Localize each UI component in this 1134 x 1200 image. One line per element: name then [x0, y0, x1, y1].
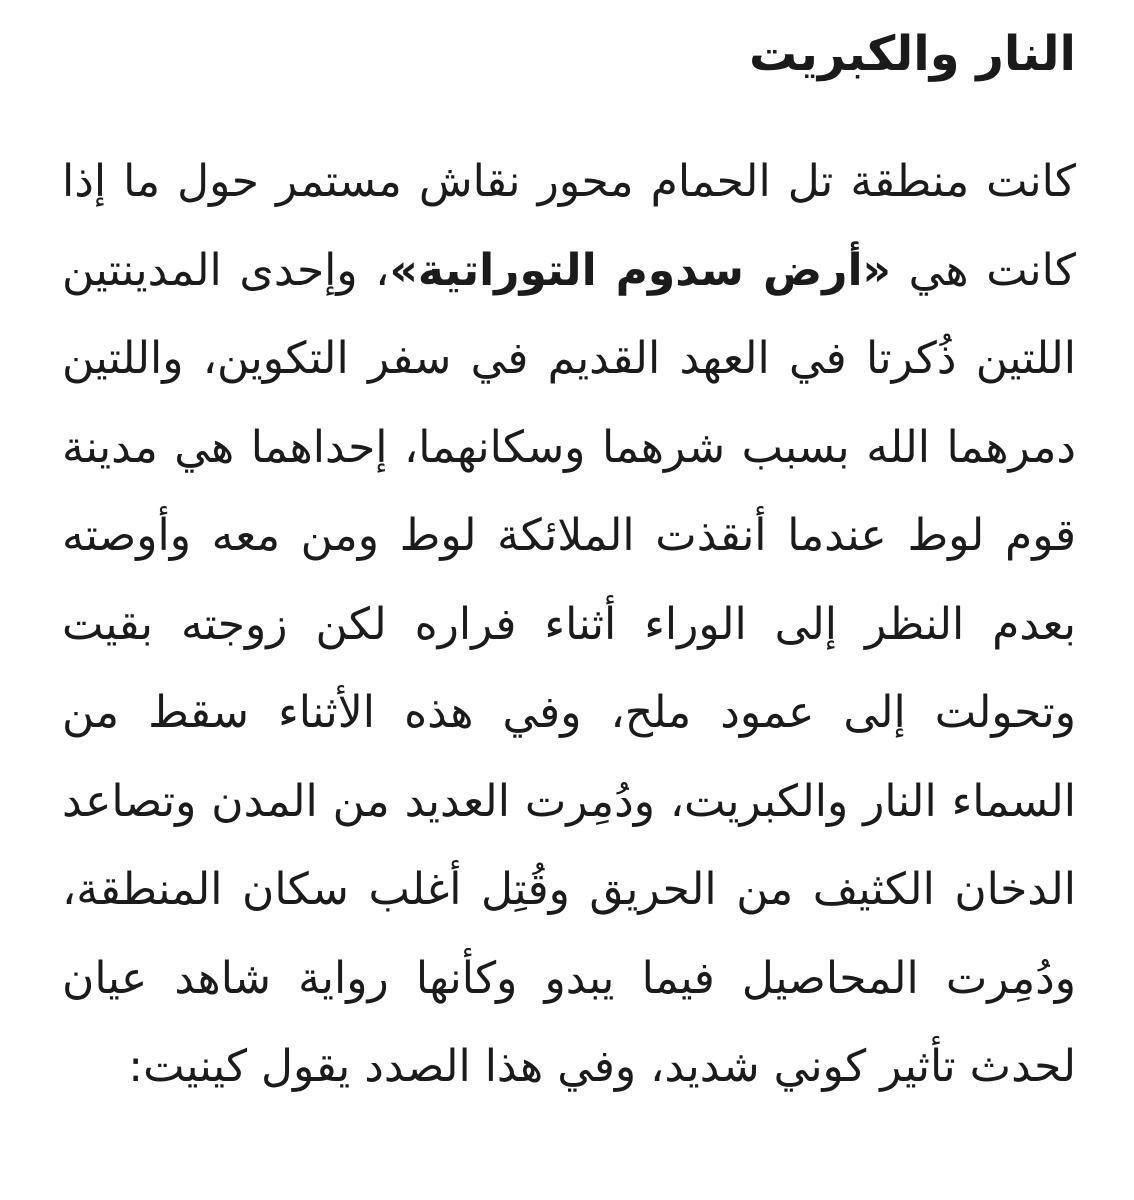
article	[62, 18, 1076, 1112]
article-title: النار والكبريت	[749, 26, 1076, 82]
article-paragraph	[62, 138, 1076, 1112]
paragraph-rest: ، وإحدى المدينتين اللتين ذُكرتا في العهد القديم في سفر التكوين، واللتين دمرهما الله بسبب شرهما وسكانهما، إحداهما هي مدينة قوم لوط عندما أنقذت الملائكة لوط ومن معه وأوصته بعدم النظر إلى الوراء أثناء فراره لكن زوجته بقيت وتحولت إلى عمود ملح، وفي هذه الأثناء سقط من السماء النار والكبريت، ودُمِرت العديد من المدن وتصاعد الدخان الكثيف من الحريق وقُتِل أغلب سكان المنطقة، ودُمِرت المحاصيل فيما يبدو وكأنها رواية شاهد عيان لحدث تأثير كوني شديد، وفي هذا الصدد يقول كينيت:	[62, 244, 1076, 1092]
paragraph-emphasis: «أرض سدوم التوراتية»	[389, 244, 891, 296]
paragraph-intro: كانت منطقة تل الحمام محور نقاش مستمر حول ما إذا كانت هي	[62, 156, 1076, 296]
